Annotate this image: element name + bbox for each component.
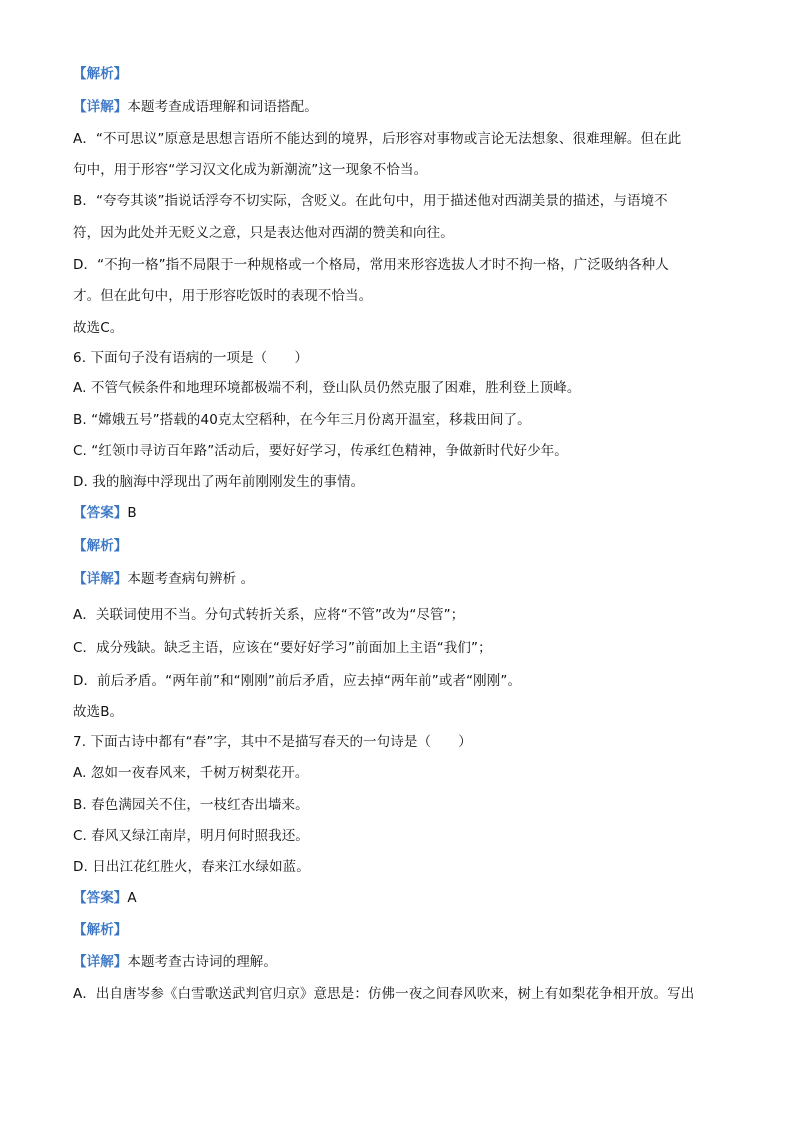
text-line bbox=[73, 223, 454, 243]
text-line bbox=[73, 984, 694, 1004]
text-line bbox=[73, 160, 427, 180]
text-line bbox=[73, 318, 123, 338]
text-line bbox=[73, 410, 531, 430]
option-text: B. 春色满园关不住，一枝红杏出墙来。 bbox=[73, 797, 309, 813]
option-text: D. 我的脑海中浮现出了两年前刚刚发生的事情。 bbox=[73, 474, 365, 490]
text-line bbox=[73, 64, 127, 84]
section-label: 【解析】 bbox=[73, 538, 128, 554]
text-line bbox=[73, 826, 309, 846]
line-text: B．“夸夸其谈”指说话浮夸不切实际，含贬义。在此句中，用于描述他对西湖美景的描述，与语境不 bbox=[73, 193, 668, 209]
text-line bbox=[73, 920, 127, 940]
text-line bbox=[73, 97, 318, 117]
option-text: B. “嫦娥五号”搭载的40克太空稻种，在今年三月份离开温室，移栽田间了。 bbox=[73, 412, 531, 428]
line-text: 故选B。 bbox=[73, 704, 124, 720]
line-text: 本题考查古诗词的理解。 bbox=[127, 954, 278, 970]
line-text: C．成分残缺。缺乏主语，应该在“要好好学习”前面加上主语“我们”； bbox=[73, 640, 492, 656]
section-label: 【详解】 bbox=[73, 571, 128, 587]
section-label: 【解析】 bbox=[73, 922, 128, 938]
text-line bbox=[73, 888, 137, 908]
text-line bbox=[73, 857, 310, 877]
line-text: 才。但在此句中，用于形容吃饭时的表现不恰当。 bbox=[73, 288, 373, 304]
text-line bbox=[73, 378, 580, 398]
text-line bbox=[73, 569, 254, 589]
answer-text: A bbox=[127, 890, 137, 906]
text-line bbox=[73, 605, 464, 625]
text-line bbox=[73, 472, 364, 492]
text-line bbox=[73, 348, 308, 368]
text-line bbox=[73, 638, 492, 658]
question-stem: 7. 下面古诗中都有“春”字，其中不是描写春天的一句诗是（ ） bbox=[73, 734, 472, 750]
line-text: D．前后矛盾。“两年前”和“刚刚”前后矛盾，应去掉“两年前”或者“刚刚”。 bbox=[73, 673, 522, 689]
text-line bbox=[73, 952, 277, 972]
section-label: 【答案】 bbox=[73, 505, 128, 521]
line-text: 故选C。 bbox=[73, 320, 124, 336]
section-label: 【详解】 bbox=[73, 954, 128, 970]
line-text: D．“不拘一格”指不局限于一种规格或一个格局，常用来形容选拔人才时不拘一格，广泛吸纳各种人 bbox=[73, 257, 669, 273]
text-line bbox=[73, 671, 521, 691]
section-label: 【详解】 bbox=[73, 99, 128, 115]
answer-text: B bbox=[127, 505, 137, 521]
text-line bbox=[73, 702, 123, 722]
text-line bbox=[73, 536, 127, 556]
line-text: 符，因为此处并无贬义之意，只是表达他对西湖的赞美和向往。 bbox=[73, 225, 454, 241]
text-line bbox=[73, 732, 472, 752]
line-text: A．出自唐岑参《白雪歌送武判官归京》意思是：仿佛一夜之间春风吹来，树上有如梨花争相开放。写出 bbox=[73, 986, 695, 1002]
option-text: A. 不管气候条件和地理环境都极端不利，登山队员仍然克服了困难，胜利登上顶峰。 bbox=[73, 380, 581, 396]
option-text: D. 日出江花红胜火，春来江水绿如蓝。 bbox=[73, 859, 310, 875]
section-label: 【答案】 bbox=[73, 890, 128, 906]
question-stem: 6. 下面句子没有语病的一项是（ ） bbox=[73, 350, 309, 366]
line-text: 本题考查病句辨析 。 bbox=[127, 571, 255, 587]
line-text: 句中，用于形容“学习汉文化成为新潮流”这一现象不恰当。 bbox=[73, 162, 428, 178]
text-line bbox=[73, 503, 137, 523]
section-label: 【解析】 bbox=[73, 66, 128, 82]
text-line bbox=[73, 255, 669, 275]
option-text: C. 春风又绿江南岸，明月何时照我还。 bbox=[73, 828, 309, 844]
text-line bbox=[73, 441, 568, 461]
text-line bbox=[73, 763, 308, 783]
line-text: A．“不可思议”原意是思想言语所不能达到的境界，后形容对事物或言论无法想象、很难理解。但在此 bbox=[73, 131, 682, 147]
text-line bbox=[73, 129, 681, 149]
option-text: C. “红领巾寻访百年路”活动后，要好好学习，传承红色精神，争做新时代好少年。 bbox=[73, 443, 568, 459]
text-line bbox=[73, 286, 372, 306]
line-text: 本题考查成语理解和词语搭配。 bbox=[127, 99, 318, 115]
text-line bbox=[73, 191, 668, 211]
option-text: A. 忽如一夜春风来，千树万树梨花开。 bbox=[73, 765, 309, 781]
text-line bbox=[73, 795, 309, 815]
line-text: A．关联词使用不当。分句式转折关系，应将“不管”改为“尽管”； bbox=[73, 607, 465, 623]
